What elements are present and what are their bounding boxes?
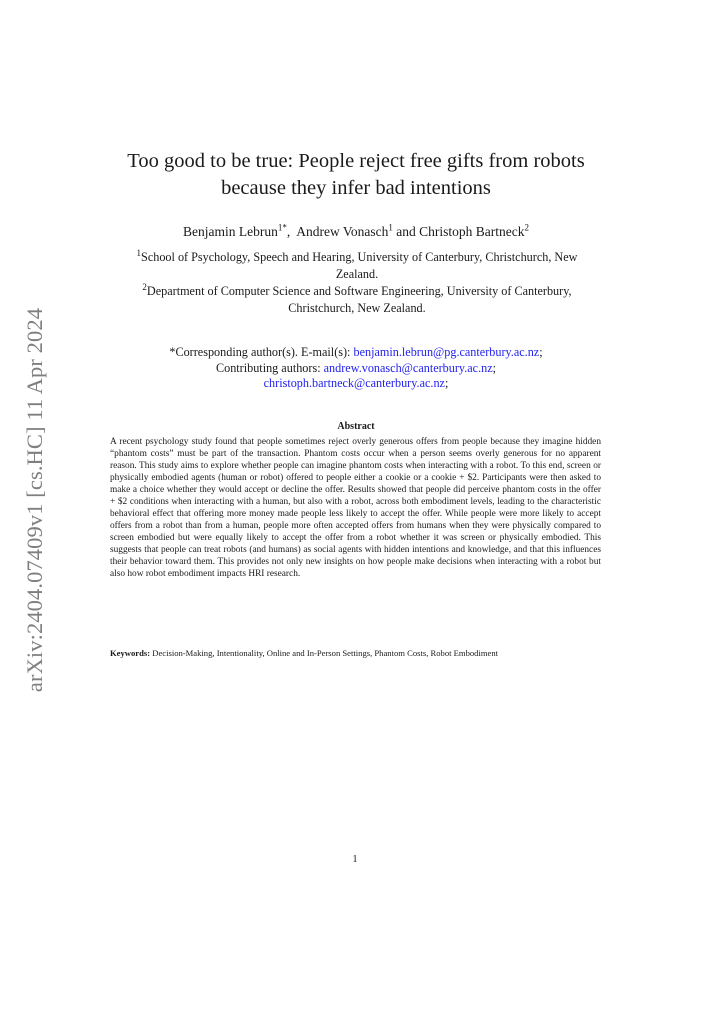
abstract-text: A recent psychology study found that people sometimes reject overly generous offers from people because they imagine hidden “phantom costs” must be part of the transaction. Phantom costs occur when a person seems overly generous for no apparent reason. This study aims to explore whether people can imagine phantom costs when interacting with a robot. To this end, screen or physically embodied agents (human or robot) offered to people either a cookie or a cookie + $2. Participants were then asked to make a choice whether they would accept or decline the offer. Results showed that people did perceive phantom costs in the offer + $2 conditions when interacting with a human, but also with a robot, across both embodiment levels, leading to the characteristic behavioral effect that offering more money made people less likely to accept the offer. While people were more likely to accept offers from a robot than from a human, people more often accepted offers from humans when they were physically compared to screen embodied but were equally likely to accept the offer from a robot whether it was screen or physically embodied. This suggests that people can treat robots (and humans) as social agents with hidden intentions and knowledge, and that this influences their behavior toward them. This provides not only new insights on how people make decisions when interacting with a robot but also how robot embodiment impacts HRI research.: [110, 437, 601, 579]
affiliation-2-line-1: Department of Computer Science and Software Engineering, University of Canterbury,: [146, 284, 572, 298]
keywords-block: [110, 648, 601, 659]
page-number: 1: [352, 854, 358, 865]
abstract-heading: Abstract: [337, 421, 375, 432]
author-3-name: Christoph Bartneck: [419, 224, 525, 239]
corresponding-author-label: *Corresponding author(s). E-mail(s):: [169, 345, 354, 359]
affiliation-1-mark: 1: [136, 247, 142, 258]
author-1-affiliation-mark: 1*: [277, 222, 287, 233]
arxiv-identifier-text: arXiv:2404.07409v1 [cs.HC] 11 Apr 2024: [22, 307, 47, 693]
keywords-text: Decision-Making, Intentionality, Online and In-Person Settings, Phantom Costs, Robot Embodiment: [150, 648, 499, 658]
author-separator: ,: [286, 224, 297, 239]
author-1-name: Benjamin Lebrun: [183, 224, 278, 239]
contact-block: [100, 345, 612, 392]
punctuation: ;: [492, 360, 497, 375]
keywords-label: Keywords:: [110, 648, 151, 658]
author-separator: and: [392, 224, 420, 239]
affiliation-2-line-2: Christchurch, New Zealand.: [288, 300, 426, 315]
author-2-name: Andrew Vonasch: [296, 224, 389, 239]
affiliation-2: [96, 283, 618, 316]
paper-title: [100, 148, 612, 202]
contributing-email-link-1[interactable]: andrew.vonasch@canterbury.ac.nz: [323, 360, 493, 375]
punctuation: ;: [539, 345, 543, 359]
affiliation-1: [96, 249, 618, 282]
punctuation: ;: [444, 376, 449, 390]
author-2-affiliation-mark: 1: [388, 222, 393, 233]
contributing-email-link-2[interactable]: christoph.bartneck@canterbury.ac.nz: [263, 376, 445, 390]
title-line-1: Too good to be true: People reject free gifts from robots: [127, 150, 585, 172]
title-line-2: because they infer bad intentions: [221, 177, 491, 199]
arxiv-identifier-stamp: [17, 307, 53, 693]
author-list: [100, 224, 612, 240]
corresponding-email-link[interactable]: benjamin.lebrun@pg.canterbury.ac.nz: [353, 345, 540, 359]
affiliation-1-line-2: Zealand.: [335, 266, 379, 281]
affiliation-1-line-1: School of Psychology, Speech and Hearing, University of Canterbury, Christchurch, New: [141, 250, 578, 264]
contributing-authors-label: Contributing authors:: [215, 360, 324, 375]
affiliation-2-mark: 2: [142, 281, 147, 292]
author-3-affiliation-mark: 2: [524, 222, 529, 233]
